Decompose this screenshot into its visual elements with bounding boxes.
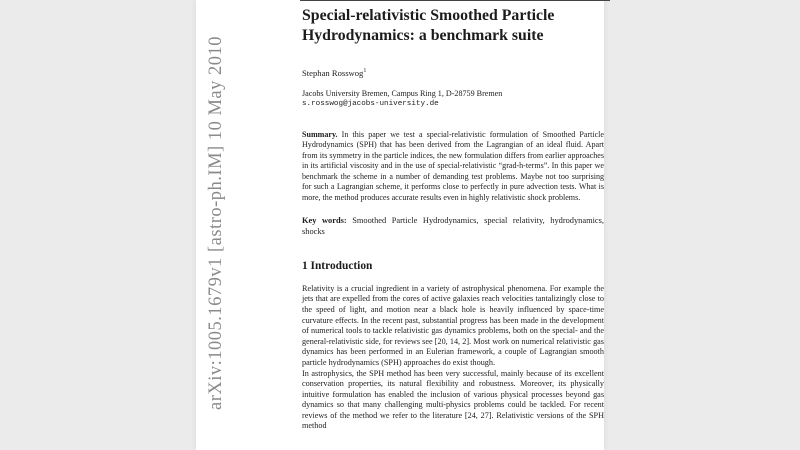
- affiliation-block: [302, 88, 604, 110]
- abstract: [302, 130, 604, 203]
- introduction-body: [302, 284, 604, 432]
- section-heading: 1 Introduction: [302, 259, 373, 272]
- intro-paragraph-1: Relativity is a crucial ingredient in a variety of astrophysical phenomena. For example the jets that are expelled from the cores of active galaxies reach velocities tantalizingly close to the speed of light, and motion near a black hole is heavily influenced by space-time curvature effects. In the recent past, substantial progress has been made in the development of numerical tools to tackle relativistic gas dynamics problems, both on the special- and the general-relativistic side, for reviews see [20, 14, 2]. Most work on numerical relativistic gas dynamics has been performed in an Eulerian framework, a couple of Lagrangian smooth particle hydrodynamics (SPH) approaches do exist though.: [302, 283, 604, 367]
- header-rule: [300, 0, 610, 1]
- author-line: [302, 68, 604, 78]
- viewer-margin-right: [600, 0, 800, 450]
- author-footnote-mark: 1: [363, 68, 367, 75]
- paper-content: [302, 6, 604, 432]
- keywords-label: Key words:: [302, 216, 347, 226]
- intro-paragraph-2: In astrophysics, the SPH method has been very successful, mainly because of its excellent conservation properties, its natural flexibility and robustness. Moreover, its physically intuitive formulation has enabled the inclusion of various physical processes beyond gas dynamics so that many challenging multi-physics problems could be tackled. For recent reviews of the method we refer to the literature [24, 27]. Relativistic versions of the SPH method: [302, 368, 604, 431]
- abstract-label: Summary.: [302, 130, 338, 139]
- affiliation: Jacobs University Bremen, Campus Ring 1, D-28759 Bremen: [302, 89, 503, 98]
- arxiv-stamp: arXiv:1005.1679v1 [astro-ph.IM] 10 May 2010: [206, 36, 226, 410]
- paper-title: Special-relativistic Smoothed Particle Hydrodynamics: a benchmark suite: [302, 7, 555, 44]
- keywords: [302, 215, 604, 238]
- viewer-margin-left: [0, 0, 200, 450]
- abstract-text: In this paper we test a special-relativistic formulation of Smoothed Particle Hydrodynamics (SPH) that has been derived from the Lagrangian of an ideal fluid. Apart from its symmetry in the particle indices, the new formulation differs from earlier approaches in its artificial viscosity and in the use of special-relativistic “grad-h-terms”. In this paper we benchmark the scheme in a number of demanding test problems. Maybe not too surprising for such a Lagrangian scheme, it performs close to perfectly in pure advection tests. What is more, the method produces accurate results even in highly relativistic shock problems.: [302, 130, 604, 202]
- author-name: Stephan Rosswog: [302, 68, 364, 78]
- keywords-text: Smoothed Particle Hydrodynamics, special relativity, hydrodynamics, shocks: [302, 216, 604, 237]
- author-email: s.rosswog@jacobs-university.de: [302, 100, 439, 108]
